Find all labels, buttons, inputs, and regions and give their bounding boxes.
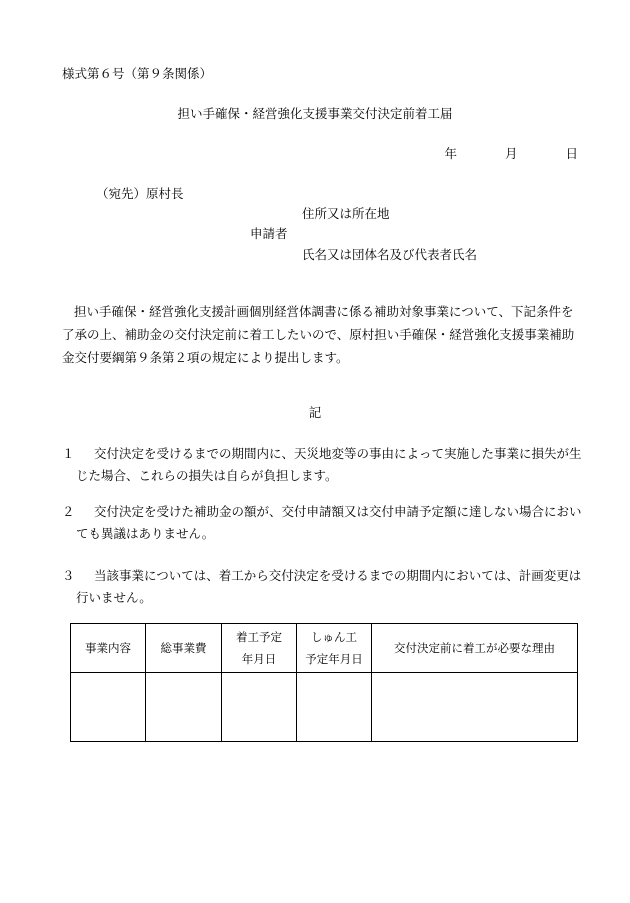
condition-text: 当該事業については、着工から交付決定を受けるまでの期間内においては、計画変更は行いません。 bbox=[76, 568, 582, 605]
applicant-address-label: 住所又は所在地 bbox=[302, 206, 390, 221]
date-year-label: 年 bbox=[444, 146, 457, 161]
body-paragraph: 担い手確保・経営強化支援計画個別経営体調書に係る補助対象事業について、下記条件を了承の上、補助金の交付決定前に着工したいので、原村担い手確保・経営強化支援事業補助金交付要綱第９条第２項の規定により提出します。 bbox=[62, 304, 575, 365]
condition-text: 交付決定を受けるまでの期間内に、天災地変等の事由によって実施した事業に損失が生じた場合、これらの損失は自らが負担します。 bbox=[76, 446, 582, 483]
condition-item bbox=[62, 565, 584, 609]
header-project-content: 事業内容 bbox=[71, 624, 146, 673]
ki-heading: 記 bbox=[308, 405, 322, 420]
condition-number: ２ bbox=[62, 504, 75, 519]
applicant-name-label: 氏名又は団体名及び代表者氏名 bbox=[302, 247, 478, 262]
condition-text: 交付決定を受けた補助金の額が、交付申請額又は交付申請予定額に達しない場合においても異議はありません。 bbox=[76, 504, 582, 541]
table-header-row bbox=[71, 624, 578, 673]
header-completion-date: しゅん工 予定年月日 bbox=[297, 624, 372, 673]
cell-total-cost[interactable] bbox=[146, 673, 222, 742]
cell-completion-date[interactable] bbox=[297, 673, 372, 742]
addressee: （宛先）原村長 bbox=[96, 186, 184, 201]
cell-start-date[interactable] bbox=[222, 673, 297, 742]
condition-item bbox=[62, 443, 584, 487]
condition-number: １ bbox=[62, 446, 75, 461]
project-table bbox=[70, 623, 578, 742]
date-line bbox=[444, 146, 578, 162]
form-number: 様式第６号（第９条関係） bbox=[62, 66, 213, 81]
table-row bbox=[71, 673, 578, 742]
cell-project-content[interactable] bbox=[71, 673, 146, 742]
header-start-date: 着工予定 年月日 bbox=[222, 624, 297, 673]
date-day-label: 日 bbox=[565, 146, 578, 161]
document-title: 担い手確保・経営強化支援事業交付決定前着工届 bbox=[177, 106, 453, 121]
condition-item bbox=[62, 501, 584, 545]
condition-number: ３ bbox=[62, 568, 75, 583]
applicant-label: 申請者 bbox=[250, 226, 288, 241]
header-reason: 交付決定前に着工が必要な理由 bbox=[372, 624, 578, 673]
header-total-cost: 総事業費 bbox=[146, 624, 222, 673]
cell-reason[interactable] bbox=[372, 673, 578, 742]
date-month-label: 月 bbox=[504, 146, 518, 161]
